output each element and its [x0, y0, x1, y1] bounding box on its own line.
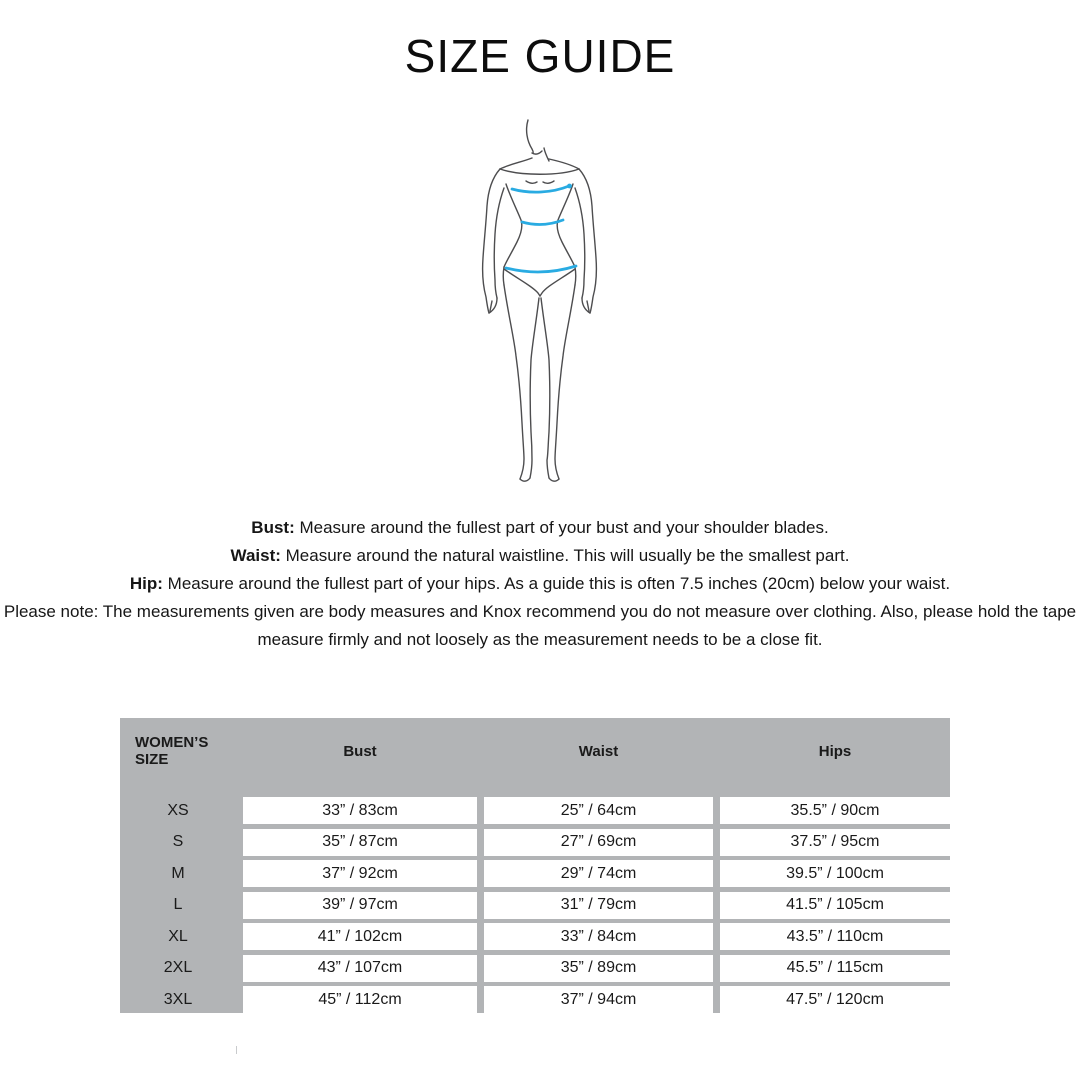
instruction-waist-text: Measure around the natural waistline. This will usually be the smallest part.	[280, 546, 850, 565]
instruction-hip-label: Hip:	[129, 574, 163, 593]
bust-value: 41” / 102cm	[243, 923, 477, 950]
size-label: L	[173, 896, 183, 913]
table-header-waist: Waist	[578, 742, 619, 760]
instruction-hip-text: Measure around the fullest part of your hips. As a guide this is often 7.5 inches (20cm) below your waist.	[162, 574, 951, 593]
hips-value: 37.5” / 95cm	[720, 829, 950, 856]
waist-value: 37” / 94cm	[484, 986, 713, 1013]
hips-value: 45.5” / 115cm	[720, 955, 950, 982]
hips-value: 47.5” / 120cm	[720, 986, 950, 1013]
table-row-l	[120, 892, 950, 919]
bust-value: 33” / 83cm	[243, 797, 477, 824]
body-measurement-figure	[440, 98, 660, 498]
waist-value: 27” / 69cm	[484, 829, 713, 856]
table-row-2xl	[120, 955, 950, 982]
waist-value: 25” / 64cm	[484, 797, 713, 824]
waist-value: 33” / 84cm	[484, 923, 713, 950]
size-table-header-row	[120, 718, 950, 797]
measurement-instructions	[0, 514, 1080, 654]
table-row-xs	[120, 797, 950, 824]
table-row-m	[120, 860, 950, 887]
bust-value: 39” / 97cm	[243, 892, 477, 919]
figure-outline	[483, 120, 597, 481]
table-header-bust: Bust	[343, 742, 377, 760]
size-label: XL	[168, 927, 188, 945]
waist-value: 29” / 74cm	[484, 860, 713, 887]
table-header-womens-size: WOMEN’S SIZE	[135, 734, 209, 768]
instruction-waist-label: Waist:	[230, 546, 281, 565]
size-label: XS	[167, 801, 189, 819]
female-figure-illustration	[440, 98, 660, 498]
bust-value: 37” / 92cm	[243, 860, 477, 887]
waist-value: 31” / 79cm	[484, 892, 713, 919]
bust-measurement-line	[512, 186, 569, 192]
table-row-3xl	[120, 986, 950, 1013]
bust-line-end-dot	[567, 184, 572, 189]
instruction-bust	[0, 514, 1080, 542]
waist-value: 35” / 89cm	[484, 955, 713, 982]
instruction-bust-label: Bust:	[251, 518, 295, 537]
instruction-bust-text: Measure around the fullest part of your bust and your shoulder blades.	[294, 518, 829, 537]
table-row-xl	[120, 923, 950, 950]
hips-measurement-line	[506, 266, 576, 272]
table-header-hips: Hips	[818, 742, 852, 760]
note-line-1: Please note: The measurements given are body measures and Knox recommend you do not measure over clothing. Also, please hold the tape	[3, 602, 1077, 621]
size-label: 2XL	[163, 959, 193, 976]
instruction-waist	[0, 542, 1080, 570]
bust-value: 35” / 87cm	[243, 829, 477, 856]
bust-value: 45” / 112cm	[243, 986, 477, 1013]
instruction-hip	[0, 570, 1080, 598]
hips-value: 35.5” / 90cm	[720, 797, 950, 824]
table-row-s	[120, 829, 950, 856]
hips-value: 39.5” / 100cm	[720, 860, 950, 887]
bust-value: 43” / 107cm	[243, 955, 477, 982]
size-label: 3XL	[163, 990, 193, 1008]
size-label: S	[172, 833, 184, 850]
hips-value: 41.5” / 105cm	[720, 892, 950, 919]
hips-value: 43.5” / 110cm	[720, 923, 950, 950]
scan-artifact-tick	[236, 1046, 237, 1054]
size-table	[120, 718, 950, 1013]
size-label: M	[171, 864, 185, 882]
note-line-2: measure firmly and not loosely as the measurement needs to be a close fit.	[257, 630, 823, 649]
page-title: SIZE GUIDE	[404, 30, 676, 82]
